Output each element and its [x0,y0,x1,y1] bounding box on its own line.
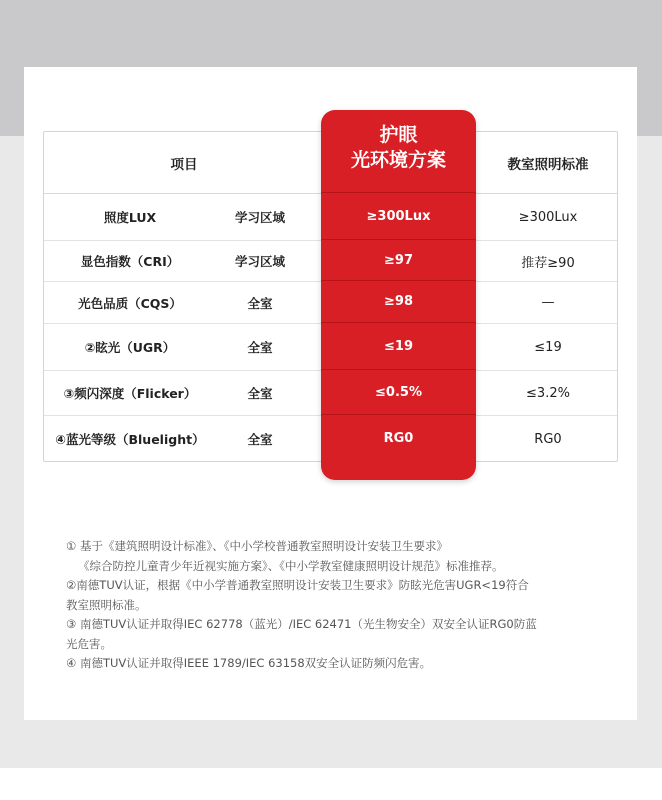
highlight-value: RG0 [383,430,414,446]
highlight-value: ≥300Lux [366,208,431,224]
row-scope: 学习区域 [234,254,285,269]
row-standard: RG0 [534,431,562,447]
header-item-label: 项目 [170,156,198,173]
highlight-column [321,110,476,480]
row-standard: ≤3.2% [526,385,570,401]
highlight-value: ≥98 [384,294,413,309]
row-scope: 学习区域 [234,210,285,225]
footnote-line: ④ 南德TUV认证并取得IEEE 1789/IEC 63158双安全认证防频闪危害。 [66,656,432,670]
highlight-value: ≤19 [384,338,413,354]
row-scope: 全室 [247,432,273,447]
header-standard-label: 教室照明标准 [507,156,589,173]
row-item: 光色品质（CQS） [78,295,182,311]
row-standard: ≥300Lux [518,209,578,225]
footnote-line: 《综合防控儿童青少年近视实施方案》、《中小学教室健康照明设计规范》标准推荐。 [78,558,504,573]
highlight-title-line2: 光环境方案 [350,149,446,171]
bottom-white-band [0,768,662,800]
footnote-line: ③ 南德TUV认证并取得IEC 62778（蓝光）/IEC 62471（光生物安全）双安全认证RG0防蓝 [66,617,537,631]
footnote-line: 光危害。 [66,636,112,651]
row-item: 显色指数（CRI） [80,254,180,269]
row-item: ④蓝光等级（Bluelight） [55,432,205,447]
row-scope: 全室 [247,340,273,355]
highlight-value: ≤0.5% [375,384,422,400]
footnote-line: ① 基于《建筑照明设计标准》、《中小学校普通教室照明设计安装卫生要求》 [66,539,448,553]
footnotes [66,537,614,674]
highlight-title-line1: 护眼 [379,124,418,146]
row-item: 照度LUX [103,210,157,225]
footnote-line: 教室照明标准。 [66,597,147,612]
row-item: ③频闪深度（Flicker） [63,386,197,401]
row-standard: — [541,295,555,310]
footnote-line: ②南德TUV认证，根据《中小学普通教室照明设计安装卫生要求》防眩光危害UGR<19符合 [66,578,529,592]
row-scope: 全室 [247,295,273,311]
highlight-value: ≥97 [384,252,413,268]
row-standard: ≤19 [534,339,562,355]
row-standard: 推荐≥90 [521,255,575,271]
row-scope: 全室 [247,386,273,401]
row-item: ②眩光（UGR） [84,340,176,355]
